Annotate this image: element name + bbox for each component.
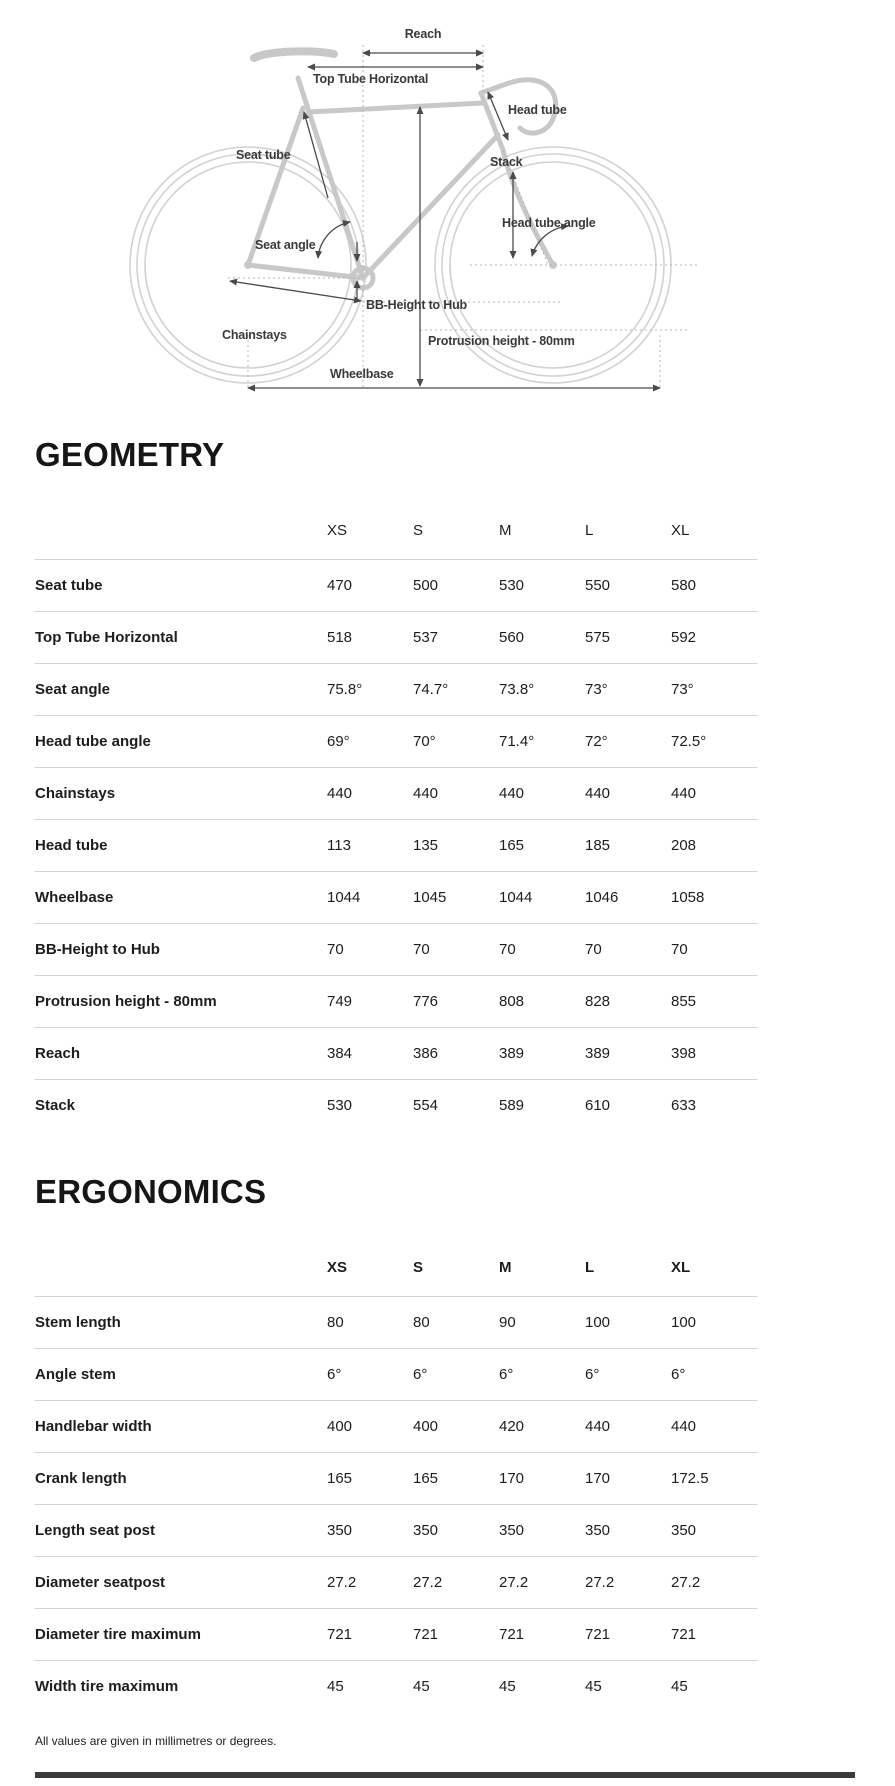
row-label: Reach [35, 1028, 327, 1080]
diagram-label-protrusion-height: Protrusion height - 80mm [428, 334, 575, 348]
cell-value: 400 [413, 1401, 499, 1453]
cell-value: 70 [671, 924, 757, 976]
diagram-label-stack: Stack [490, 155, 523, 169]
cell-value: 172.5 [671, 1453, 757, 1505]
table-row [35, 976, 855, 1028]
cell-value: 1046 [585, 872, 671, 924]
cell-value: 500 [413, 560, 499, 612]
row-label: Width tire maximum [35, 1678, 179, 1695]
cell-value: 70 [585, 924, 671, 976]
cell-value: 589 [499, 1097, 525, 1114]
bike-frame [248, 51, 556, 288]
cell-value: 1044 [499, 872, 585, 924]
cell-value: 80 [327, 1297, 413, 1349]
table-row [35, 924, 855, 976]
table-row [35, 1453, 855, 1505]
cell-value: 440 [413, 768, 499, 820]
cell-value: 6° [327, 1349, 413, 1401]
ergonomics-table [35, 1211, 855, 1712]
cell-value: 350 [413, 1505, 499, 1557]
row-label: Protrusion height - 80mm [35, 976, 327, 1028]
size-column-header: XS [327, 474, 413, 560]
size-column-header: S [413, 474, 499, 560]
cell-value: 389 [585, 1028, 671, 1080]
cell-value: 70 [327, 924, 413, 976]
row-label: Wheelbase [35, 872, 327, 924]
cell-value: 6° [413, 1349, 499, 1401]
cell-value: 100 [671, 1297, 757, 1349]
row-label: Chainstays [35, 768, 327, 820]
cell-value: 440 [671, 768, 757, 820]
cell-value: 633 [671, 1097, 697, 1114]
cell-value: 27.2 [499, 1557, 585, 1609]
diagram-label-bb-height-to-hub: BB-Height to Hub [366, 298, 467, 312]
geometry-table [35, 474, 855, 1131]
diagram-label-reach: Reach [404, 27, 442, 41]
size-column-header: XL [671, 474, 757, 560]
table-row [35, 612, 855, 664]
table-row [35, 1349, 855, 1401]
cell-value: 135 [413, 820, 499, 872]
cell-value: 73° [671, 664, 757, 716]
row-label: Head tube [35, 820, 327, 872]
cell-value: 580 [671, 560, 757, 612]
table-row [35, 560, 855, 612]
row-label: Diameter seatpost [35, 1557, 327, 1609]
cell-value: 828 [585, 976, 671, 1028]
row-label: Stem length [35, 1297, 327, 1349]
cell-value: 72.5° [671, 716, 757, 768]
cell-value: 721 [327, 1609, 413, 1661]
cell-value: 440 [671, 1401, 757, 1453]
cell-value: 113 [327, 820, 413, 872]
cell-value: 45 [327, 1678, 344, 1695]
size-column-header: XL [671, 1211, 757, 1297]
bike-geometry-diagram [0, 0, 895, 400]
cell-value: 73° [585, 664, 671, 716]
cell-value: 6° [499, 1349, 585, 1401]
row-label: Seat tube [35, 560, 327, 612]
diagram-label-chainstays: Chainstays [222, 328, 287, 342]
cell-value: 170 [585, 1453, 671, 1505]
cell-value: 440 [327, 768, 413, 820]
diagram-label-top-tube-horizontal: Top Tube Horizontal [313, 72, 429, 86]
row-label: Handlebar width [35, 1401, 327, 1453]
table-row [35, 820, 855, 872]
cell-value: 398 [671, 1028, 757, 1080]
cell-value: 530 [499, 560, 585, 612]
units-footnote: All values are given in millimetres or degrees. [35, 1734, 277, 1748]
cell-value: 440 [585, 1401, 671, 1453]
cell-value: 518 [327, 612, 413, 664]
row-label: Head tube angle [35, 716, 327, 768]
table-header-row [35, 1211, 855, 1297]
cell-value: 27.2 [671, 1557, 757, 1609]
row-label: Stack [35, 1097, 76, 1114]
size-column-header: S [413, 1211, 499, 1297]
cell-value: 440 [499, 768, 585, 820]
diagram-label-head-tube-angle: Head tube angle [502, 216, 596, 230]
cell-value: 721 [671, 1609, 757, 1661]
cell-value: 855 [671, 976, 757, 1028]
cell-value: 420 [499, 1401, 585, 1453]
row-label: Seat angle [35, 664, 327, 716]
cell-value: 100 [585, 1297, 671, 1349]
table-row [35, 1401, 855, 1453]
table-row [35, 1557, 855, 1609]
diagram-label-head-tube: Head tube [508, 103, 567, 117]
cell-value: 721 [585, 1609, 671, 1661]
cell-value: 6° [585, 1349, 671, 1401]
size-column-header: L [585, 1211, 671, 1297]
size-column-header: M [499, 1211, 585, 1297]
table-row [35, 1661, 855, 1713]
cell-value: 350 [327, 1505, 413, 1557]
cell-value: 165 [413, 1453, 499, 1505]
cell-value: 80 [413, 1297, 499, 1349]
diagram-label-seat-angle: Seat angle [255, 238, 316, 252]
table-row [35, 664, 855, 716]
cell-value: 384 [327, 1028, 413, 1080]
cell-value: 45 [671, 1678, 688, 1695]
table-row [35, 1028, 855, 1080]
cell-value: 550 [585, 560, 671, 612]
cell-value: 537 [413, 612, 499, 664]
cell-value: 170 [499, 1453, 585, 1505]
spec-content [35, 436, 855, 1786]
cell-value: 389 [499, 1028, 585, 1080]
cell-value: 554 [413, 1097, 439, 1114]
cell-value: 165 [327, 1453, 413, 1505]
ergonomics-heading: ERGONOMICS [35, 1173, 267, 1210]
cell-value: 1045 [413, 872, 499, 924]
row-label: Angle stem [35, 1349, 327, 1401]
cell-value: 610 [585, 1097, 611, 1114]
table-row [35, 716, 855, 768]
diagram-label-seat-tube: Seat tube [236, 148, 291, 162]
cell-value: 350 [585, 1505, 671, 1557]
size-column-header: XS [327, 1211, 413, 1297]
cell-value: 350 [499, 1505, 585, 1557]
cell-value: 440 [585, 768, 671, 820]
row-label: Diameter tire maximum [35, 1609, 327, 1661]
cell-value: 70 [413, 924, 499, 976]
cell-value: 6° [671, 1349, 757, 1401]
table-row [35, 768, 855, 820]
table-row [35, 1080, 855, 1132]
cell-value: 69° [327, 716, 413, 768]
table-row [35, 1505, 855, 1557]
row-label: Top Tube Horizontal [35, 612, 327, 664]
table-row [35, 1297, 855, 1349]
cell-value: 73.8° [499, 664, 585, 716]
cell-value: 165 [499, 820, 585, 872]
cell-value: 749 [327, 976, 413, 1028]
cell-value: 27.2 [413, 1557, 499, 1609]
cell-value: 560 [499, 612, 585, 664]
table-row [35, 872, 855, 924]
cell-value: 75.8° [327, 664, 413, 716]
cell-value: 70 [499, 924, 585, 976]
cell-value: 470 [327, 560, 413, 612]
cell-value: 90 [499, 1297, 585, 1349]
cell-value: 1044 [327, 872, 413, 924]
row-label: Crank length [35, 1453, 327, 1505]
cell-value: 208 [671, 820, 757, 872]
size-column-header: L [585, 474, 671, 560]
cell-value: 808 [499, 976, 585, 1028]
cell-value: 1058 [671, 872, 757, 924]
cell-value: 72° [585, 716, 671, 768]
cell-value: 776 [413, 976, 499, 1028]
cell-value: 386 [413, 1028, 499, 1080]
size-column-header: M [499, 474, 585, 560]
geometry-heading: GEOMETRY [35, 436, 225, 473]
cell-value: 350 [671, 1505, 757, 1557]
diagram-label-wheelbase: Wheelbase [330, 367, 394, 381]
cell-value: 721 [413, 1609, 499, 1661]
cell-value: 721 [499, 1609, 585, 1661]
cell-value: 74.7° [413, 664, 499, 716]
cell-value: 45 [413, 1678, 430, 1695]
cell-value: 70° [413, 716, 499, 768]
cell-value: 71.4° [499, 716, 585, 768]
cell-value: 185 [585, 820, 671, 872]
empty-header-cell [35, 1211, 327, 1297]
cell-value: 592 [671, 612, 757, 664]
cell-value: 400 [327, 1401, 413, 1453]
cell-value: 27.2 [585, 1557, 671, 1609]
cell-value: 27.2 [327, 1557, 413, 1609]
cell-value: 45 [499, 1678, 516, 1695]
cell-value: 575 [585, 612, 671, 664]
page-bottom-spacer [35, 1778, 855, 1786]
table-header-row [35, 474, 855, 560]
cell-value: 530 [327, 1097, 353, 1114]
cell-value: 45 [585, 1678, 602, 1695]
row-label: BB-Height to Hub [35, 924, 327, 976]
empty-header-cell [35, 474, 327, 560]
table-row [35, 1609, 855, 1661]
row-label: Length seat post [35, 1505, 327, 1557]
